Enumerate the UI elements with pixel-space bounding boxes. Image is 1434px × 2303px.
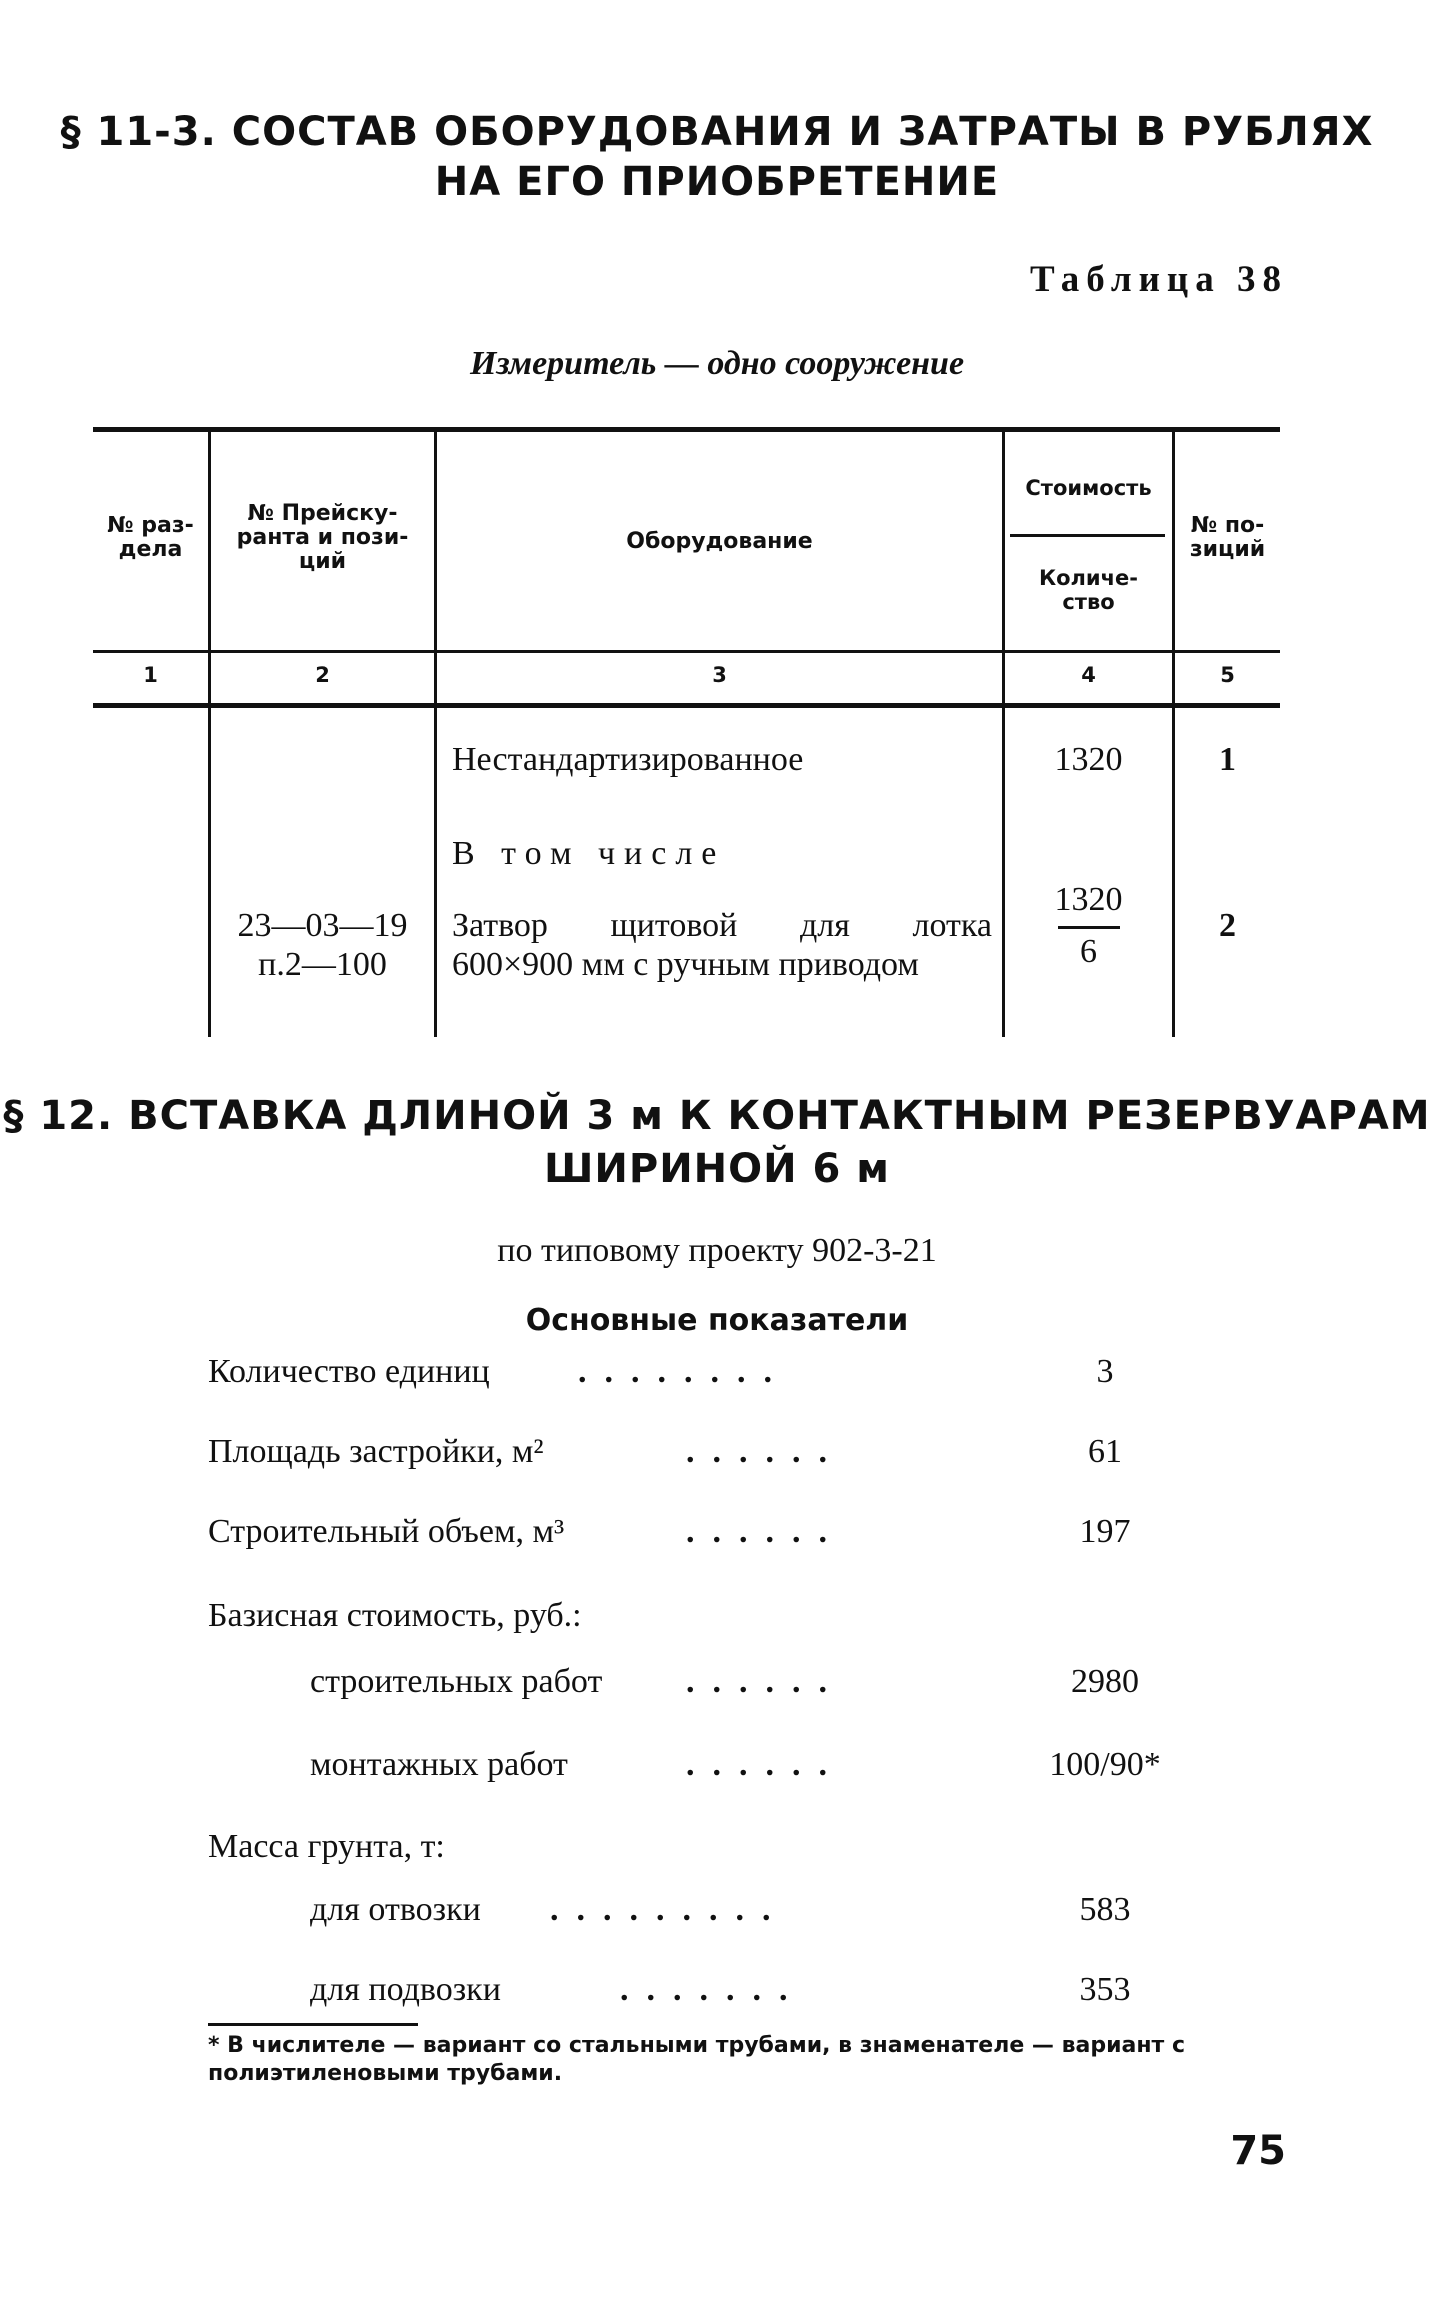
- leader-dots: ......: [686, 1663, 845, 1700]
- header-cost: Стоимость: [1025, 476, 1152, 500]
- table-top-rule: [93, 427, 1280, 432]
- leader-dots: ......: [686, 1746, 845, 1783]
- indicator-value: 2980: [1071, 1663, 1139, 1700]
- leader-dots: ......: [686, 1433, 845, 1470]
- row3-price-ref-line2: п.2—100: [258, 946, 387, 983]
- section-11-3-title-line1: § 11-3. СОСТАВ ОБОРУДОВАНИЯ И ЗАТРАТЫ В РУБЛЯХ: [60, 109, 1374, 155]
- section-12-title-line2: ШИРИНОЙ 6 м: [543, 1146, 891, 1192]
- section-12-title-line1: § 12. ВСТАВКА ДЛИНОЙ 3 м К КОНТАКТНЫМ РЕЗЕРВУАРАМ: [3, 1093, 1431, 1139]
- indicator-label: для подвозки: [310, 1971, 501, 2008]
- project-subtitle: по типовому проекту 902-3-21: [497, 1232, 937, 1269]
- row3-position: 2: [1219, 907, 1236, 944]
- indicator-label: для отвозки: [310, 1891, 481, 1928]
- leader-dots: .......: [620, 1971, 806, 2008]
- colnum-2: 2: [315, 663, 330, 687]
- indicators-heading: Основные показатели: [525, 1303, 909, 1338]
- leader-dots: .........: [550, 1891, 789, 1928]
- equipment-table: [0, 0, 1434, 1060]
- colnum-5: 5: [1220, 663, 1235, 687]
- indicator-label: Масса грунта, т:: [208, 1828, 445, 1865]
- section-11-3-title-line2: НА ЕГО ПРИОБРЕТЕНИЕ: [434, 159, 1000, 205]
- page-number: 75: [1230, 2128, 1286, 2174]
- leader-dots: ......: [686, 1513, 845, 1550]
- indicator-value: 61: [1088, 1433, 1122, 1470]
- indicator-value: 100/90*: [1049, 1746, 1161, 1783]
- row1-position: 1: [1219, 741, 1236, 778]
- indicator-label: Базисная стоимость, руб.:: [208, 1597, 582, 1634]
- table-header-rule: [93, 650, 1280, 653]
- indicator-label: Площадь застройки, м²: [208, 1433, 544, 1470]
- row1-equipment: Нестандартизированное: [452, 741, 804, 778]
- indicator-value: 353: [1079, 1971, 1131, 2008]
- colnum-1: 1: [143, 663, 158, 687]
- table-measure: Измеритель — одно сооружение: [469, 345, 965, 382]
- colnum-3: 3: [712, 663, 727, 687]
- indicator-value: 197: [1079, 1513, 1131, 1550]
- footnote-rule: [208, 2023, 418, 2026]
- indicator-value: 583: [1079, 1891, 1131, 1928]
- header-quantity: Количе- ство: [1038, 566, 1139, 614]
- header-price-list-no: № Прейску- ранта и пози- ций: [236, 501, 409, 574]
- indicator-label: монтажных работ: [310, 1746, 568, 1783]
- indicator-label: Количество единиц: [208, 1353, 490, 1390]
- header-position-no: № по- зиций: [1189, 513, 1266, 562]
- row2-in-that-number: В том числе: [452, 835, 726, 872]
- header-equipment: Оборудование: [626, 529, 813, 554]
- row3-equipment-line1: Затвор щитовой для лотка: [452, 907, 992, 944]
- row3-quantity: 6: [1080, 933, 1097, 970]
- indicator-label: Строительный объем, м³: [208, 1513, 565, 1550]
- header-section-no: № раз- дела: [107, 513, 194, 562]
- table-label: Таблица 38: [1030, 259, 1288, 300]
- row3-equipment-line2: 600×900 мм с ручным приводом: [452, 946, 919, 983]
- indicator-value: 3: [1096, 1353, 1114, 1390]
- row3-fraction-bar: [1058, 926, 1120, 929]
- indicator-label: строительных работ: [310, 1663, 603, 1700]
- row1-cost: 1320: [1054, 741, 1123, 778]
- leader-dots: ........: [578, 1353, 790, 1390]
- table-colnum-rule: [93, 703, 1280, 708]
- col-divider-2: [434, 432, 437, 1037]
- row3-price-ref-line1: 23—03—19: [237, 907, 408, 944]
- footnote: * В числителе — вариант со стальными трубами, в знаменателе — вариант с полиэтиленовыми трубами.: [208, 2033, 1185, 2086]
- row3-cost: 1320: [1054, 881, 1123, 918]
- cost-qty-divider: [1010, 534, 1165, 537]
- colnum-4: 4: [1081, 663, 1096, 687]
